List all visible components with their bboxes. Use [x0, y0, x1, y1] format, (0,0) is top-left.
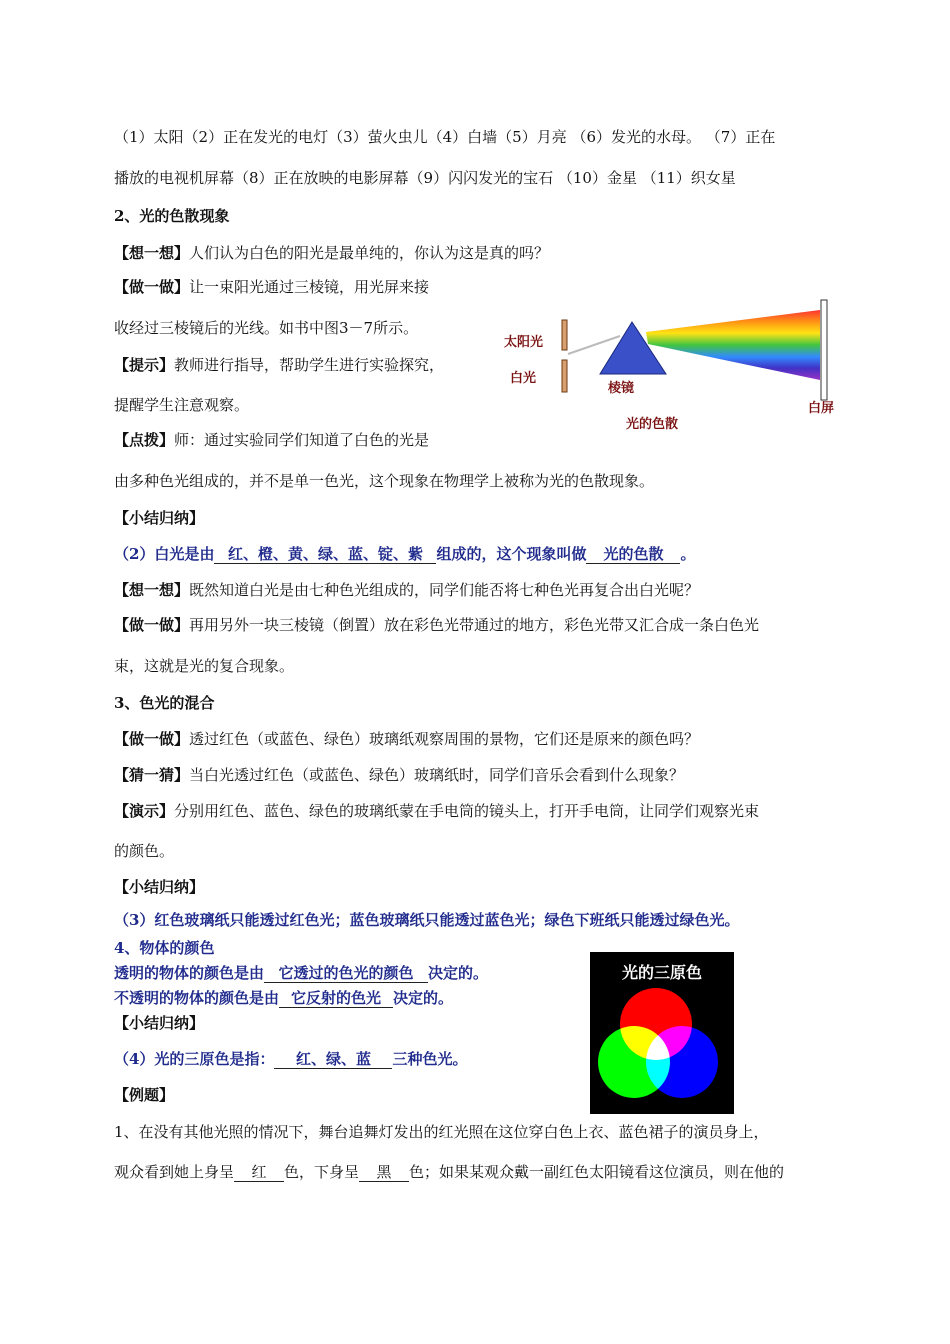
- do-1: [114, 277, 429, 297]
- think-2-text: 既然知道白光是由七种色光组成的，同学们能否将七种色光再复合出白光呢？: [189, 581, 700, 599]
- point-tag: 【点拨】: [114, 431, 175, 449]
- summary-2-blank-2: 光的色散: [586, 545, 680, 564]
- demo: [114, 801, 759, 821]
- transparent-b: 决定的。: [428, 964, 489, 982]
- summary-4-a: （4）光的三原色是指：: [114, 1050, 275, 1068]
- example-2: [114, 1162, 784, 1182]
- summary-1-tag: 【小结归纳】: [114, 509, 205, 527]
- opaque-blank: 它反射的色光: [279, 989, 393, 1008]
- section-2-heading: 2、光的色散现象: [114, 207, 230, 225]
- example-1: 1、在没有其他光照的情况下，舞台追舞灯发出的红光照在这位穿白色上衣、蓝色裙子的演员身上，: [114, 1123, 769, 1141]
- guess-tag: 【猜一猜】: [114, 766, 190, 784]
- white-light-label: 白光: [510, 371, 537, 386]
- hint-tag: 【提示】: [114, 356, 175, 374]
- think-2: [114, 580, 699, 600]
- line-1: （1）太阳（2）正在发光的电灯（3）萤火虫儿（4）白墙（5）月亮 （6）发光的水母。 （7）正在: [114, 128, 776, 146]
- think-1-tag: 【想一想】: [114, 244, 190, 262]
- do-3-text: 透过红色（或蓝色、绿色）玻璃纸观察周围的景物，它们还是原来的颜色吗？: [189, 730, 700, 748]
- do-3-tag: 【做一做】: [114, 730, 190, 748]
- prism-icon: [600, 322, 666, 374]
- guess-text: 当白光透过红色（或蓝色、绿色）玻璃纸时，同学们音乐会看到什么现象？: [189, 766, 685, 784]
- example-2-c: 色；如果某观众戴一副红色太阳镜看这位演员，则在他的: [409, 1163, 785, 1181]
- summary-2-b: 组成的，这个现象叫做: [436, 545, 587, 563]
- think-2-tag: 【想一想】: [114, 581, 190, 599]
- rgb-title: 光的三原色: [621, 963, 703, 982]
- summary-4: [114, 1049, 467, 1069]
- do-1-cont: 收经过三棱镜后的光线。如书中图3－7所示。: [114, 319, 419, 337]
- slit-bottom: [562, 360, 567, 392]
- think-1: [114, 243, 549, 263]
- prism-label: 棱镜: [608, 381, 635, 396]
- slit-top: [562, 320, 567, 350]
- transparent-a: 透明的物体的颜色是由: [114, 964, 265, 982]
- section-3-heading: 3、色光的混合: [114, 694, 215, 712]
- spectrum-fan: [646, 310, 820, 380]
- sun-light-label: 太阳光: [504, 335, 544, 350]
- summary-2-blank-1: 红、橙、黄、绿、蓝、锭、紫: [214, 545, 436, 564]
- guess: [114, 765, 684, 785]
- do-1-tag: 【做一做】: [114, 278, 190, 296]
- do-2-text: 再用另外一块三棱镜（倒置）放在彩色光带通过的地方，彩色光带又汇合成一条白色光: [189, 616, 760, 634]
- example-2-blank-1: 红: [234, 1163, 284, 1182]
- hint: [114, 355, 444, 375]
- summary-4-b: 三种色光。: [392, 1050, 468, 1068]
- screen-icon: [821, 300, 827, 400]
- prism-caption: 光的色散: [626, 417, 679, 432]
- opaque-b: 决定的。: [393, 989, 454, 1007]
- transparent-blank: 它透过的色光的颜色: [264, 964, 428, 983]
- do-3: [114, 729, 699, 749]
- summary-4-blank: 红、绿、蓝: [274, 1050, 392, 1069]
- prism-dispersion-figure: [496, 296, 846, 438]
- point-cont: 由多种色光组成的，并不是单一色光，这个现象在物理学上被称为光的色散现象。: [114, 472, 655, 490]
- demo-tag: 【演示】: [114, 802, 175, 820]
- blue-circle: [646, 1026, 718, 1098]
- do-2: [114, 615, 759, 635]
- example-2-b: 色，下身呈: [284, 1163, 360, 1181]
- do-2-cont: 束，这就是光的复合现象。: [114, 657, 295, 675]
- opaque-a: 不透明的物体的颜色是由: [114, 989, 280, 1007]
- rgb-primary-colors-figure: [590, 952, 734, 1114]
- demo-cont: 的颜色。: [114, 842, 175, 860]
- summary-3: （3）红色玻璃纸只能透过红色光；蓝色玻璃纸只能透过蓝色光；绿色下班纸只能透过绿色光。: [114, 911, 740, 929]
- think-1-text: 人们认为白色的阳光是最单纯的，你认为这是真的吗？: [189, 244, 550, 262]
- transparent-color: [114, 963, 488, 983]
- example-2-blank-2: 黑: [359, 1163, 409, 1182]
- summary-3-tag: 【小结归纳】: [114, 1014, 205, 1032]
- do-1-text: 让一束阳光通过三棱镜，用光屏来接: [189, 278, 430, 296]
- summary-2-tag: 【小结归纳】: [114, 878, 205, 896]
- hint-text: 教师进行指导，帮助学生进行实验探究，: [174, 356, 445, 374]
- summary-2-c: 。: [680, 545, 696, 563]
- incoming-ray: [568, 336, 620, 354]
- example-2-a: 观众看到她上身呈: [114, 1163, 235, 1181]
- summary-2-a: （2）白光是由: [114, 545, 215, 563]
- hint-cont: 提醒学生注意观察。: [114, 396, 250, 414]
- section-4-heading: 4、物体的颜色: [114, 939, 215, 957]
- example-tag: 【例题】: [114, 1086, 175, 1104]
- point-text: 师：通过实验同学们知道了白色的光是: [174, 431, 430, 449]
- line-2: 播放的电视机屏幕（8）正在放映的电影屏幕（9）闪闪发光的宝石 （10）金星 （11）织女星: [114, 169, 736, 187]
- point: [114, 430, 429, 450]
- screen-label: 白屏: [808, 401, 835, 416]
- opaque-color: [114, 988, 453, 1008]
- do-2-tag: 【做一做】: [114, 616, 190, 634]
- demo-text: 分别用红色、蓝色、绿色的玻璃纸蒙在手电筒的镜头上，打开手电筒，让同学们观察光束: [174, 802, 760, 820]
- summary-2: [114, 544, 695, 564]
